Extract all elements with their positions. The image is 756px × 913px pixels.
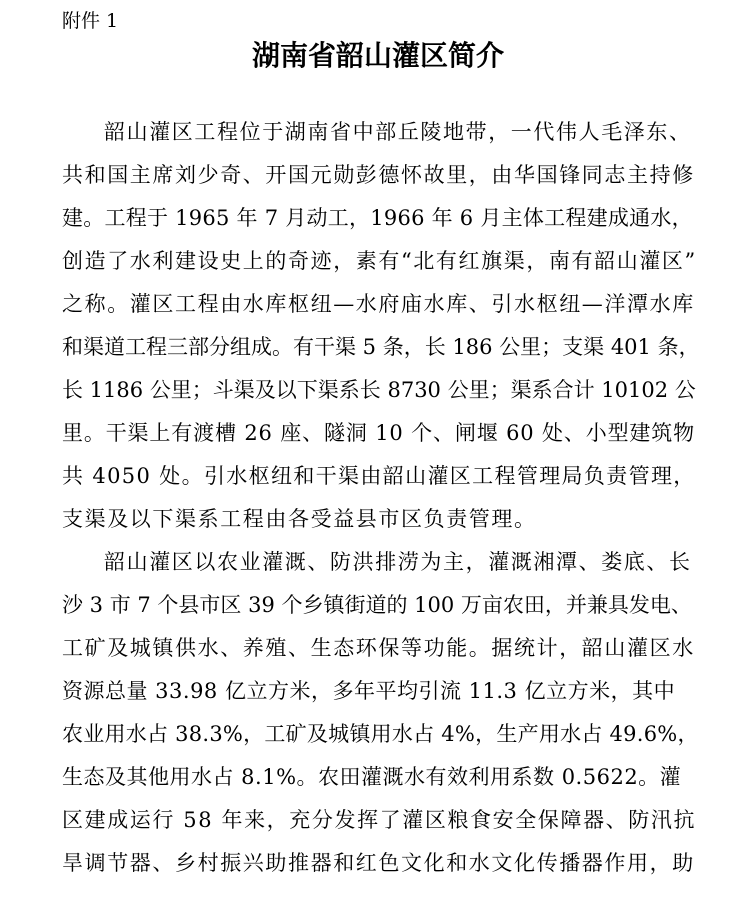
paragraph-line: 支渠及以下渠系工程由各受益县市区负责管理。 (62, 507, 537, 531)
paragraph-line: 长 1186 公里；斗渠及以下渠系长 8730 公里；渠系合计 10102 公 (62, 378, 696, 402)
paragraph-line: 工矿及城镇供水、养殖、生态环保等功能。据统计，韶山灌区水 (62, 636, 695, 660)
paragraph-line: 和渠道工程三部分组成。有干渠 5 条，长 186 公里；支渠 401 条， (62, 335, 700, 359)
paragraph-line: 共 4050 处。引水枢纽和干渠由韶山灌区工程管理局负责管理， (62, 464, 696, 488)
attachment-label: 附件 1 (62, 10, 119, 32)
paragraph-line: 沙 3 市 7 个县市区 39 个乡镇街道的 100 万亩农田，并兼具发电、 (62, 593, 692, 617)
paragraph-line: 农业用水占 38.3%，工矿及城镇用水占 4%，生产用水占 49.6%， (62, 722, 699, 746)
paragraph-line: 创造了水利建设史上的奇迹，素有“北有红旗渠，南有韶山灌区” (62, 249, 697, 273)
paragraph-line: 里。干渠上有渡槽 26 座、隧洞 10 个、闸堰 60 处、小型建筑物 (62, 421, 695, 445)
paragraph-line: 生态及其他用水占 8.1%。农田灌溉水有效利用系数 0.5622。灌 (62, 765, 682, 789)
paragraph-line: 共和国主席刘少奇、开国元勋彭德怀故里，由华国锋同志主持修 (62, 163, 695, 187)
paragraph-line: 资源总量 33.98 亿立方米，多年平均引流 11.3 亿立方米，其中 (62, 679, 676, 703)
paragraph-line: 之称。灌区工程由水库枢纽—水府庙水库、引水枢纽—洋潭水库 (62, 292, 695, 316)
paragraph-line: 韶山灌区工程位于湖南省中部丘陵地带，一代伟人毛泽东、 (104, 120, 692, 144)
paragraph-line: 区建成运行 58 年来，充分发挥了灌区粮食安全保障器、防汛抗 (62, 808, 697, 832)
paragraph-line: 建。工程于 1965 年 7 月动工，1966 年 6 月主体工程建成通水， (62, 206, 693, 230)
paragraph-line: 旱调节器、乡村振兴助推器和红色文化和水文化传播器作用，助 (62, 851, 695, 875)
paragraph-line: 韶山灌区以农业灌溉、防洪排涝为主，灌溉湘潭、娄底、长 (104, 550, 692, 574)
document-title: 湖南省韶山灌区简介 (251, 39, 504, 72)
